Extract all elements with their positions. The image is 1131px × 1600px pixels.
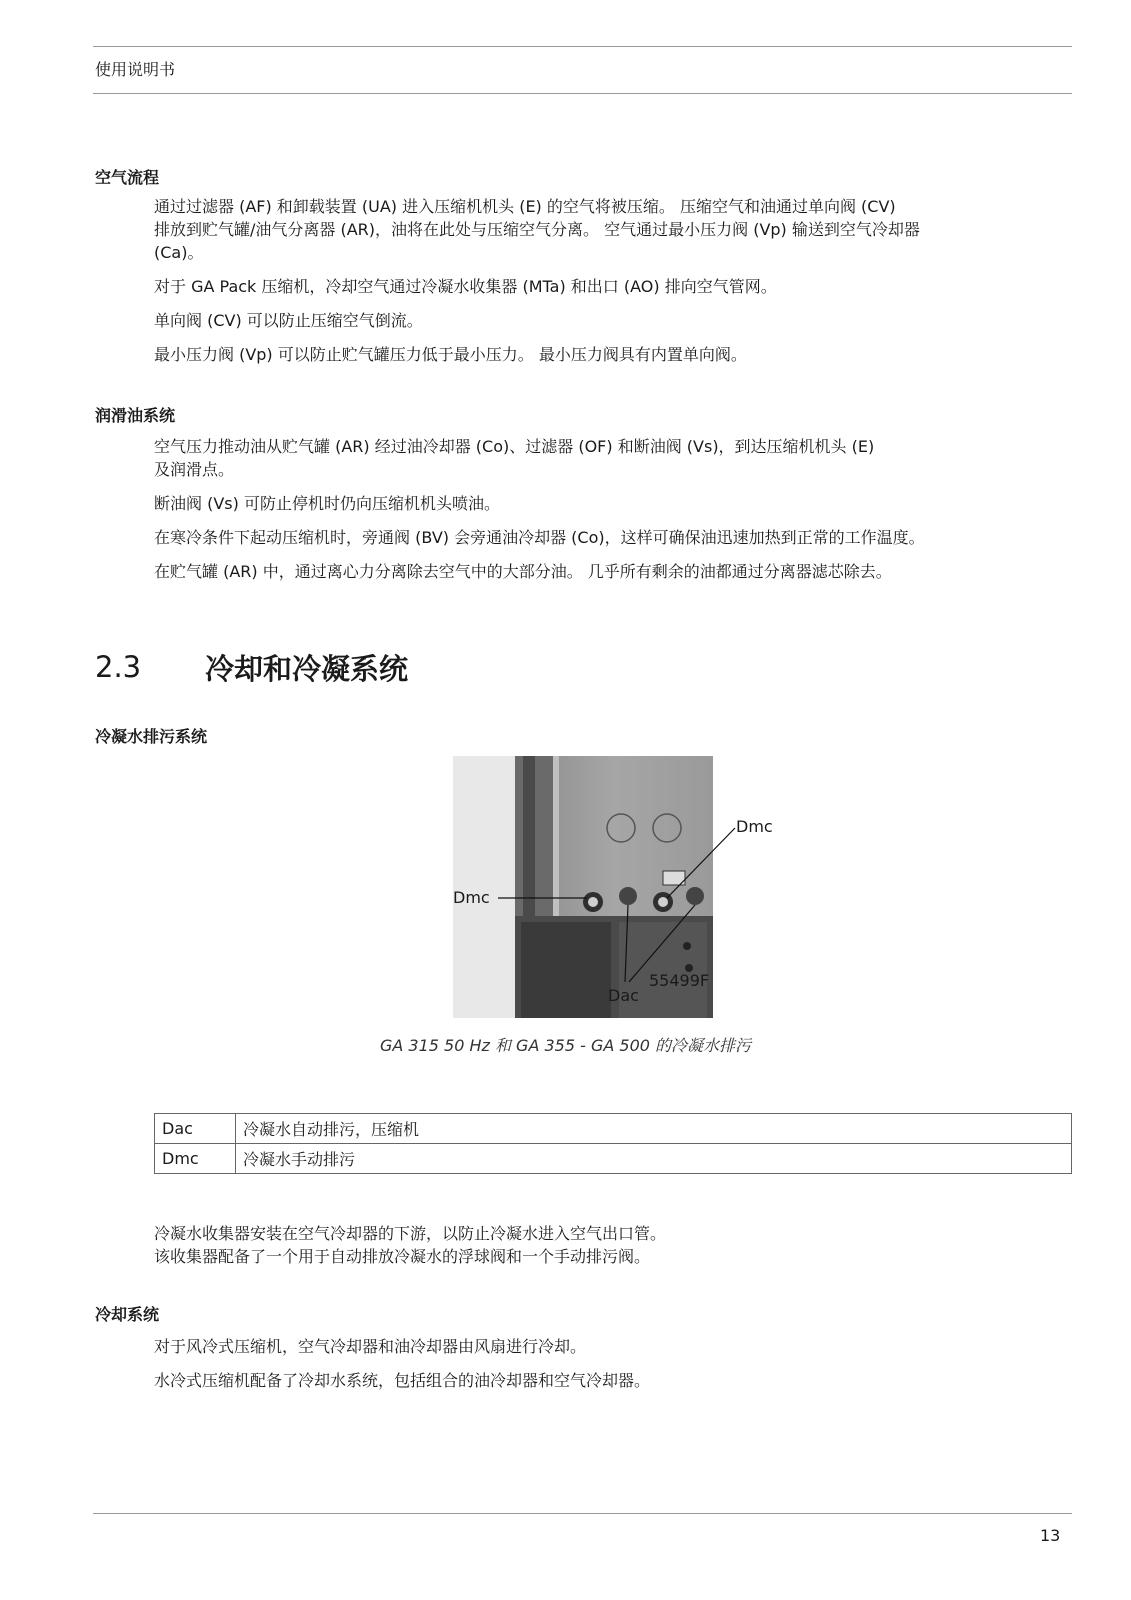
paragraph: 对于 GA Pack 压缩机，冷却空气通过冷凝水收集器 (MTa) 和出口 (AO) 排向空气管网。 <box>154 277 777 296</box>
section-heading-oil-system: 润滑油系统 <box>95 406 176 425</box>
figure-code: 55499F <box>649 971 710 990</box>
paragraph: 空气压力推动油从贮气罐 (AR) 经过油冷却器 (Co)、过滤器 (OF) 和断油阀 (Vs)，到达压缩机机头 (E) <box>154 437 875 456</box>
condensate-drain-figure <box>453 756 773 1018</box>
paragraph: 及润滑点。 <box>154 460 235 479</box>
table-row <box>155 1144 1072 1174</box>
header-title: 使用说明书 <box>95 60 176 79</box>
section-heading-cooling: 冷却系统 <box>95 1305 160 1324</box>
figure-caption: GA 315 50 Hz 和 GA 355 - GA 500 的冷凝水排污 <box>379 1036 752 1055</box>
paragraph: 水冷式压缩机配备了冷却水系统，包括组合的油冷却器和空气冷却器。 <box>154 1371 651 1390</box>
paragraph: 断油阀 (Vs) 可防止停机时仍向压缩机机头喷油。 <box>154 494 500 513</box>
label-dmc-right: Dmc <box>736 817 773 836</box>
table-row <box>155 1114 1072 1144</box>
paragraph: 在贮气罐 (AR) 中，通过离心力分离除去空气中的大部分油。 几乎所有剩余的油都通过分离器滤芯除去。 <box>154 562 892 581</box>
section-title: 冷却和冷凝系统 <box>205 652 409 686</box>
label-dmc-left: Dmc <box>453 888 490 907</box>
paragraph: 该收集器配备了一个用于自动排放冷凝水的浮球阀和一个手动排污阀。 <box>154 1247 651 1266</box>
footer-rule <box>93 1513 1072 1514</box>
paragraph: 排放到贮气罐/油气分离器 (AR)，油将在此处与压缩空气分离。 空气通过最小压力阀 (Vp) 输送到空气冷却器 <box>154 220 920 239</box>
legend-desc: 冷凝水手动排污 <box>236 1144 1072 1174</box>
section-heading-drain: 冷凝水排污系统 <box>95 727 208 746</box>
page-number: 13 <box>1040 1526 1061 1545</box>
paragraph: 单向阀 (CV) 可以防止压缩空气倒流。 <box>154 311 423 330</box>
legend-table <box>154 1113 1072 1174</box>
section-heading-air-flow: 空气流程 <box>95 168 160 187</box>
section-number: 2.3 <box>95 650 142 684</box>
figure-photo <box>453 756 773 1018</box>
legend-code: Dac <box>155 1114 236 1144</box>
legend-code: Dmc <box>155 1144 236 1174</box>
paragraph: 通过过滤器 (AF) 和卸载装置 (UA) 进入压缩机机头 (E) 的空气将被压缩。 压缩空气和油通过单向阀 (CV) <box>154 197 896 216</box>
paragraph: 最小压力阀 (Vp) 可以防止贮气罐压力低于最小压力。 最小压力阀具有内置单向阀。 <box>154 345 747 364</box>
label-dac: Dac <box>608 986 639 1005</box>
header-bottom-rule <box>93 93 1072 94</box>
paragraph: 在寒冷条件下起动压缩机时，旁通阀 (BV) 会旁通油冷却器 (Co)，这样可确保油迅速加热到正常的工作温度。 <box>154 528 925 547</box>
paragraph: (Ca)。 <box>154 243 204 262</box>
paragraph: 对于风冷式压缩机，空气冷却器和油冷却器由风扇进行冷却。 <box>154 1337 587 1356</box>
legend-desc: 冷凝水自动排污，压缩机 <box>236 1114 1072 1144</box>
paragraph: 冷凝水收集器安装在空气冷却器的下游，以防止冷凝水进入空气出口管。 <box>154 1224 667 1243</box>
header-top-rule <box>93 46 1072 47</box>
